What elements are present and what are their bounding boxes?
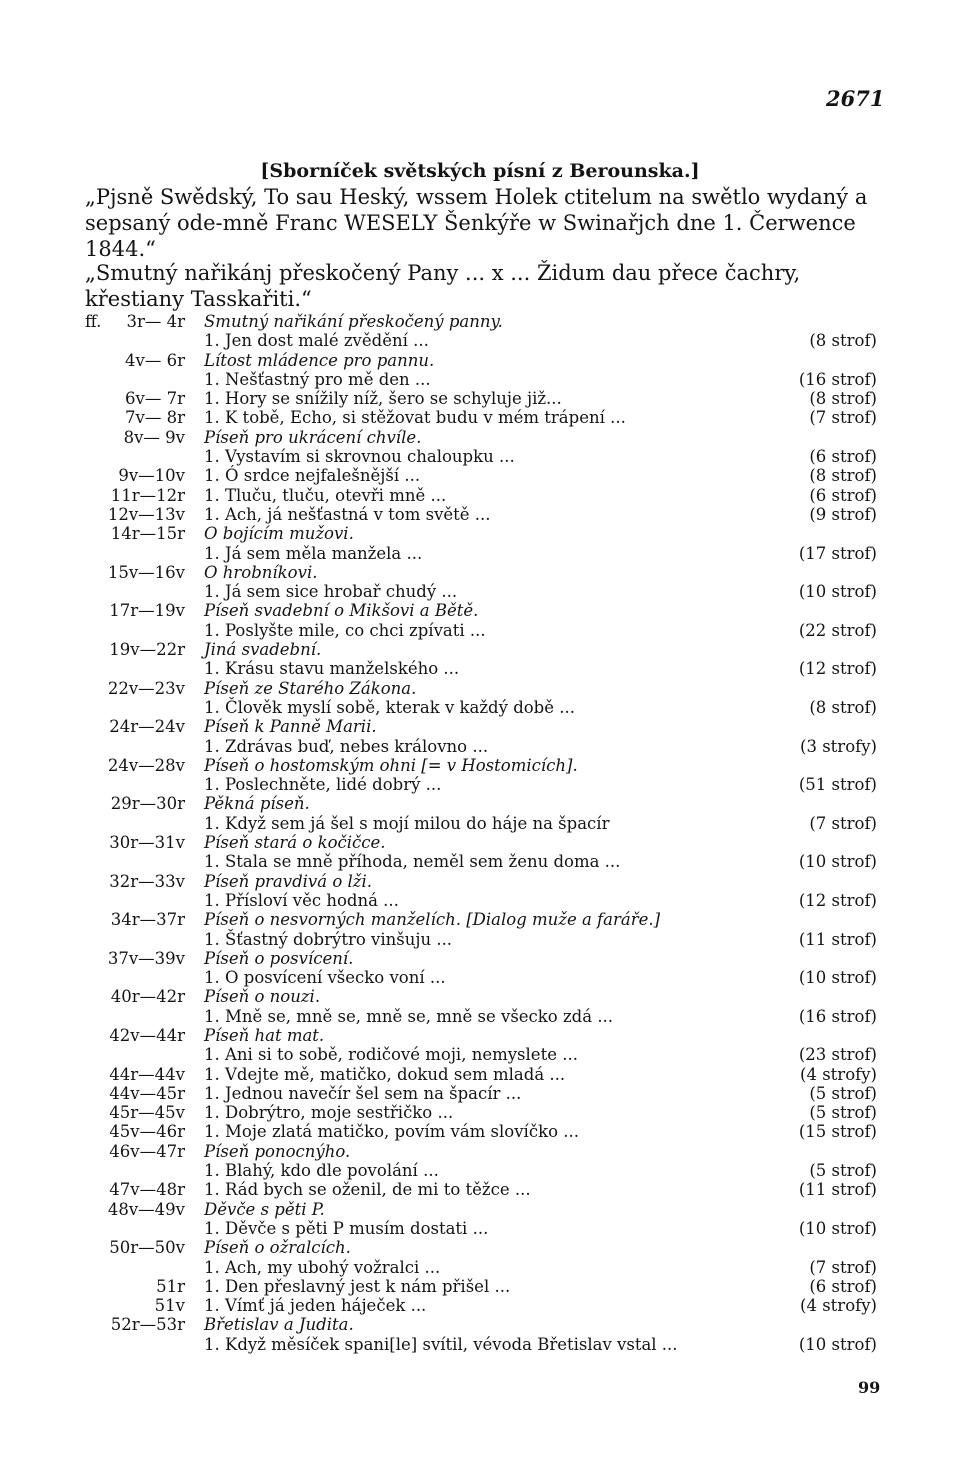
stanza-count: (10 strof): [798, 1218, 877, 1238]
song-heading: Pěkná píseň.: [204, 794, 310, 814]
list-item: [85, 1161, 885, 1180]
song-heading: Píseň o hostomským ohni [= v Hostomicích].: [204, 755, 578, 775]
song-heading: Břetislav a Judita.: [204, 1315, 354, 1335]
list-item: [85, 852, 885, 871]
song-incipit: 1. Zdrávas buď, nebes královno ...: [204, 736, 489, 756]
folio-range: 51r: [156, 1276, 185, 1296]
stanza-count: (10 strof): [798, 852, 877, 872]
stanza-count: (6 strof): [809, 447, 877, 467]
stanza-count: (51 strof): [798, 775, 877, 795]
song-incipit: 1. Když sem já šel s mojí milou do háje na špacír: [204, 813, 610, 833]
list-item: [85, 408, 885, 427]
list-item: [85, 370, 885, 389]
folio-range: 24v—28v: [107, 755, 185, 775]
stanza-count: (5 strof): [809, 1083, 877, 1103]
song-incipit: 1. Moje zlatá matičko, povím vám slovíčko ...: [204, 1122, 579, 1142]
list-item: [85, 872, 885, 891]
folio-range: 15v—16v: [107, 562, 185, 582]
song-incipit: 1. Vdejte mě, matičko, dokud sem mladá ...: [204, 1064, 566, 1084]
folio-range: 8v— 9v: [123, 427, 185, 447]
song-incipit: 1. Tluču, tluču, otevři mně ...: [204, 485, 447, 505]
stanza-count: (8 strof): [809, 697, 877, 717]
list-item: [85, 794, 885, 813]
folio-range: 47v—48r: [109, 1180, 185, 1200]
song-incipit: 1. Děvče s pěti P musím dostati ...: [204, 1218, 489, 1238]
list-item: [85, 968, 885, 987]
stanza-count: (23 strof): [798, 1045, 877, 1065]
folio-range: 22v—23v: [107, 678, 185, 698]
list-item: [85, 640, 885, 659]
song-heading: Píseň ze Starého Zákona.: [204, 678, 417, 698]
folio-range: 44v—45r: [109, 1083, 185, 1103]
stanza-count: (4 strofy): [800, 1296, 877, 1316]
list-item: [85, 949, 885, 968]
song-heading: Píseň o ožralcích.: [204, 1238, 351, 1258]
list-item: [85, 524, 885, 543]
folio-range: 29r—30r: [110, 794, 185, 814]
list-item: [85, 1258, 885, 1277]
list-item: [85, 833, 885, 852]
song-incipit: 1. Rád bych se oženil, de mi to těžce ...: [204, 1180, 531, 1200]
song-incipit: 1. Poslechněte, lidé dobrý ...: [204, 775, 442, 795]
folio-range: 37v—39v: [107, 948, 185, 968]
song-heading: Píseň stará o kočičce.: [204, 833, 386, 853]
stanza-count: (11 strof): [798, 1180, 877, 1200]
folio-range: 9v—10v: [118, 466, 185, 486]
song-incipit: 1. Ani si to sobě, rodičové moji, nemyslete ...: [204, 1045, 578, 1065]
folio-range: 4v— 6r: [125, 350, 185, 370]
song-heading: O bojícím mužovi.: [204, 524, 354, 544]
folio-range: 46v—47r: [109, 1141, 185, 1161]
song-incipit: 1. Já sem měla manžela ...: [204, 543, 423, 563]
list-item: [85, 389, 885, 408]
list-item: [85, 505, 885, 524]
folio-range: 24r—24v: [109, 717, 185, 737]
folio-range: 52r—53r: [110, 1315, 185, 1335]
song-incipit: 1. Ó srdce nejfalešnější ...: [204, 466, 421, 486]
song-heading: Píseň ponocnýho.: [204, 1141, 351, 1161]
list-item: [85, 1238, 885, 1257]
song-incipit: 1. Když měsíček spani[le] svítil, vévoda Břetislav vstal ...: [204, 1334, 678, 1354]
list-item: [85, 1142, 885, 1161]
list-item: [85, 775, 885, 794]
stanza-count: (10 strof): [798, 582, 877, 602]
intro-paragraph-2: „Smutný nařikánj přeskočený Pany ... x ... Židum dau přece čachry, křestiany Tasskařiti.“: [85, 261, 801, 311]
stanza-count: (22 strof): [798, 620, 877, 640]
list-item: [85, 891, 885, 910]
stanza-count: (8 strof): [809, 389, 877, 409]
ff-label: ff.: [85, 312, 102, 331]
folio-range: 48v—49v: [107, 1199, 185, 1219]
list-item: [85, 466, 885, 485]
folio-range: 3r— 4r: [126, 312, 185, 331]
stanza-count: (12 strof): [798, 659, 877, 679]
list-item: [85, 1277, 885, 1296]
song-heading: Smutný nařikání přeskočený panny.: [204, 312, 503, 331]
folio-range: 7v— 8r: [125, 408, 185, 428]
folio-range: 30r—31v: [109, 833, 185, 853]
song-heading: Jiná svadební.: [204, 640, 322, 660]
song-heading: Děvče s pěti P.: [204, 1199, 325, 1219]
song-incipit: 1. Blahý, kdo dle povolání ...: [204, 1161, 439, 1181]
stanza-count: (9 strof): [809, 504, 877, 524]
list-item: [85, 1315, 885, 1334]
list-item: [85, 351, 885, 370]
stanza-count: (10 strof): [798, 1334, 877, 1354]
list-item: [85, 756, 885, 775]
stanza-count: (17 strof): [798, 543, 877, 563]
folio-range: 12v—13v: [107, 504, 185, 524]
list-item: [85, 601, 885, 620]
song-heading: Píseň k Panně Marii.: [204, 717, 377, 737]
list-item: [85, 987, 885, 1006]
footer-page-number: 99: [858, 1378, 881, 1397]
list-item: [85, 312, 885, 331]
song-list: [85, 312, 885, 1354]
list-item: [85, 563, 885, 582]
stanza-count: (5 strof): [809, 1103, 877, 1123]
folio-range: 34r—37r: [110, 910, 185, 930]
song-heading: Píseň hat mat.: [204, 1025, 325, 1045]
stanza-count: (8 strof): [809, 466, 877, 486]
stanza-count: (10 strof): [798, 968, 877, 988]
list-item: [85, 1045, 885, 1064]
folio-range: 51v: [154, 1296, 185, 1316]
list-item: [85, 544, 885, 563]
song-incipit: 1. Jednou navečír šel sem na špacír ...: [204, 1083, 522, 1103]
page-number: 2671: [826, 86, 885, 111]
song-heading: Píseň pravdivá o lži.: [204, 871, 373, 891]
song-heading: O hrobníkovi.: [204, 562, 318, 582]
stanza-count: (5 strof): [809, 1161, 877, 1181]
song-incipit: 1. Stala se mně příhoda, neměl sem ženu doma ...: [204, 852, 621, 872]
list-item: [85, 1335, 885, 1354]
song-incipit: 1. O posvícení všecko voní ...: [204, 968, 446, 988]
song-heading: Píseň o posvícení.: [204, 948, 354, 968]
folio-range: 6v— 7r: [125, 389, 185, 409]
list-item: [85, 930, 885, 949]
stanza-count: (7 strof): [809, 813, 877, 833]
song-heading: Píseň svadební o Mikšovi a Bětě.: [204, 601, 479, 621]
stanza-count: (16 strof): [798, 369, 877, 389]
stanza-count: (12 strof): [798, 890, 877, 910]
song-incipit: 1. Člověk myslí sobě, kterak v každý době ...: [204, 697, 575, 717]
stanza-count: (4 strofy): [800, 1064, 877, 1084]
list-item: [85, 331, 885, 350]
stanza-count: (6 strof): [809, 485, 877, 505]
list-item: [85, 679, 885, 698]
document-title: [Sborníček světských písní z Berounska.]: [260, 160, 700, 182]
intro-paragraph-1: „Pjsně Swědský, To sau Heský, wssem Holek ctitelum na swětlo wydaný a sepsaný ode-mně Franc WESELY Šenkýře w Swinařjch dne 1. Čerwence 1844.“: [85, 185, 868, 261]
stanza-count: (16 strof): [798, 1006, 877, 1026]
stanza-count: (8 strof): [809, 331, 877, 351]
folio-range: 50r—50v: [109, 1238, 185, 1258]
song-incipit: 1. Dobrýtro, moje sestřičko ...: [204, 1103, 454, 1123]
song-incipit: 1. K tobě, Echo, si stěžovat budu v mém trápení ...: [204, 408, 626, 428]
folio-range: 32r—33v: [109, 871, 185, 891]
list-item: [85, 1084, 885, 1103]
list-item: [85, 717, 885, 736]
folio-range: 44r—44v: [109, 1064, 185, 1084]
list-item: [85, 1200, 885, 1219]
song-heading: Píseň o nesvorných manželích. [Dialog muže a faráře.]: [204, 910, 661, 930]
song-incipit: 1. Nešťastný pro mě den ...: [204, 369, 431, 389]
song-heading: Lítost mládence pro pannu.: [204, 350, 435, 370]
list-item: [85, 1065, 885, 1084]
list-item: [85, 1026, 885, 1045]
song-incipit: 1. Krásu stavu manželského ...: [204, 659, 460, 679]
list-item: [85, 737, 885, 756]
song-incipit: 1. Hory se snížily níž, šero se schyluje již...: [204, 389, 562, 409]
song-incipit: 1. Ach, my ubohý vožralci ...: [204, 1257, 441, 1277]
song-incipit: 1. Den přeslavný jest k nám přišel ...: [204, 1276, 511, 1296]
folio-range: 45r—45v: [109, 1103, 185, 1123]
list-item: [85, 1180, 885, 1199]
list-item: [85, 447, 885, 466]
stanza-count: (7 strof): [809, 408, 877, 428]
song-incipit: 1. Přísloví věc hodná ...: [204, 890, 399, 910]
folio-range: 45v—46r: [109, 1122, 185, 1142]
list-item: [85, 621, 885, 640]
song-incipit: 1. Ach, já nešťastná v tom světě ...: [204, 504, 491, 524]
song-heading: Píseň pro ukrácení chvíle.: [204, 427, 422, 447]
list-item: [85, 1007, 885, 1026]
stanza-count: (7 strof): [809, 1257, 877, 1277]
stanza-count: (11 strof): [798, 929, 877, 949]
folio-range: 17r—19v: [109, 601, 185, 621]
list-item: [85, 659, 885, 678]
list-item: [85, 1103, 885, 1122]
song-incipit: 1. Vystavím si skrovnou chaloupku ...: [204, 447, 515, 467]
stanza-count: (15 strof): [798, 1122, 877, 1142]
folio-range: 14r—15r: [110, 524, 185, 544]
list-item: [85, 698, 885, 717]
list-item: [85, 814, 885, 833]
song-incipit: 1. Poslyšte mile, co chci zpívati ...: [204, 620, 486, 640]
song-incipit: 1. Já sem sice hrobař chudý ...: [204, 582, 458, 602]
folio-range: 40r—42r: [110, 987, 185, 1007]
folio-range: 11r—12r: [110, 485, 185, 505]
song-incipit: 1. Mně se, mně se, mně se, mně se všecko zdá ...: [204, 1006, 614, 1026]
list-item: [85, 486, 885, 505]
song-incipit: 1. Vímť já jeden háječek ...: [204, 1296, 427, 1316]
list-item: [85, 910, 885, 929]
list-item: [85, 1296, 885, 1315]
list-item: [85, 1219, 885, 1238]
list-item: [85, 428, 885, 447]
list-item: [85, 582, 885, 601]
list-item: [85, 1122, 885, 1141]
folio-range: 19v—22r: [109, 640, 185, 660]
stanza-count: (6 strof): [809, 1276, 877, 1296]
song-incipit: 1. Šťastný dobrýtro vinšuju ...: [204, 929, 453, 949]
folio-range: 42v—44r: [109, 1025, 185, 1045]
stanza-count: (3 strofy): [800, 736, 877, 756]
song-heading: Píseň o nouzi.: [204, 987, 321, 1007]
song-incipit: 1. Jen dost malé zvědění ...: [204, 331, 429, 351]
